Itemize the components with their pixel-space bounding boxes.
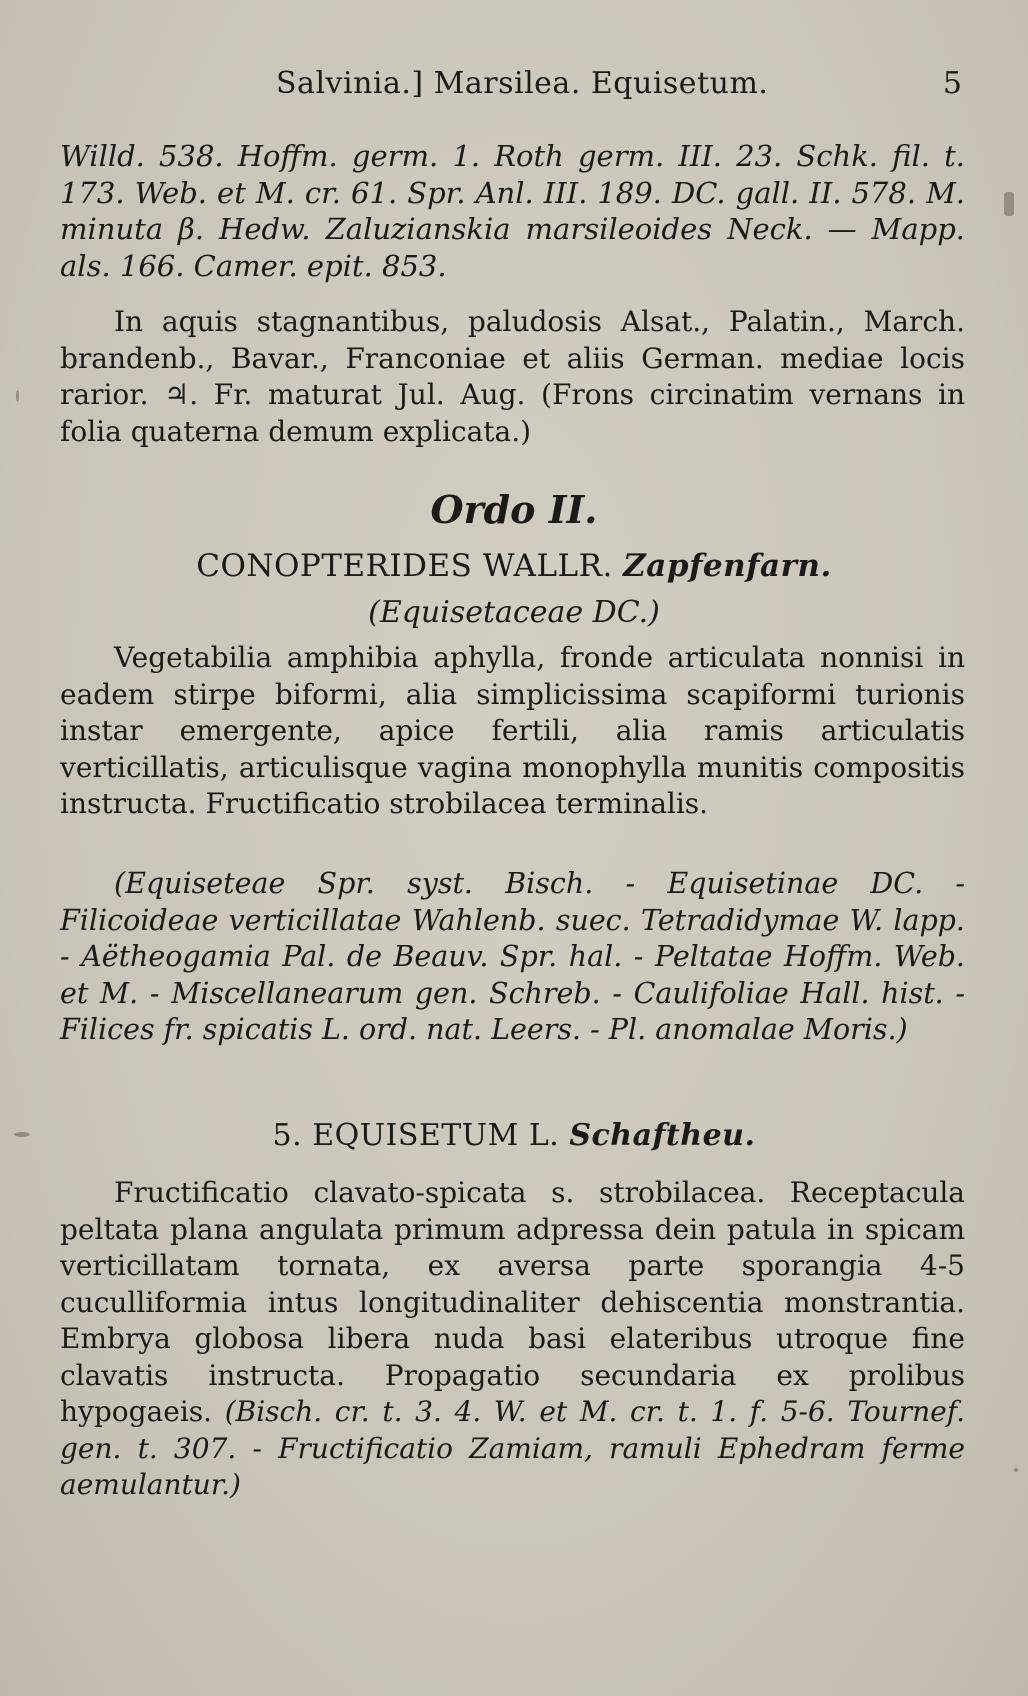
paper-speck xyxy=(16,390,19,402)
family-alt-name: (Equisetaceae DC.) xyxy=(368,595,660,630)
family-vernacular: Zapfenfarn. xyxy=(623,548,832,584)
genus-name: 5. EQUISETUM L. xyxy=(272,1118,560,1153)
ordo-heading: Ordo II. xyxy=(430,487,598,532)
family-heading xyxy=(0,548,1028,584)
paper-speck xyxy=(1004,192,1014,216)
family-synonyms: (Equiseteae Spr. syst. Bisch. - Equisetinae DC. - Filicoideae verticillatae Wahlenb. suec. Tetradidymae W. lapp. - Aëtheogamia Pal. de Beauv. Spr. hal. - Peltatae Hoffm. Web. et M. - Miscellanearum gen. Schreb. - Caulifoliae Hall. hist. - Filices fr. spicatis L. ord. nat. Leers. - Pl. anomalae Moris.) xyxy=(60,867,965,1046)
family-name: CONOPTERIDES WALLR. xyxy=(196,548,613,584)
fructification-text: Fructificatio clavato-spicata s. strobilacea. Receptacula peltata plana angulata primum adpressa dein patula in spicam verticillatam tornata, ex aversa parte sporangia 4-5 cuculliformia intus longitudinaliter dehiscentia monstrantia. Embrya globosa libera nuda basi elateribus utroque fine clavatis instructa. Propagatio secundaria ex prolibus hypogaeis. xyxy=(60,1176,965,1428)
bibliographic-references: Willd. 538. Hoffm. germ. 1. Roth germ. III. 23. Schk. fil. t. 173. Web. et M. cr. 61. Spr. Anl. III. 189. DC. gall. II. 578. M. minuta β. Hedw. Zaluzianskia marsileoides Neck. — Mapp. als. 166. Camer. epit. 853. xyxy=(60,139,965,283)
page-number: 5 xyxy=(942,66,962,101)
genus-heading xyxy=(0,1118,1028,1153)
genus-vernacular: Schaftheu. xyxy=(569,1118,756,1153)
family-description: Vegetabilia amphibia aphylla, fronde articulata nonnisi in eadem stirpe biformi, alia simplicissima scapiformi turionis instar emergente, apice fertili, alia ramis articulatis verticillatis, articulisque vagina monophylla munitis compositis instructa. Fructificatio strobilacea terminalis. xyxy=(60,641,965,820)
habitat-paragraph: In aquis stagnantibus, paludosis Alsat., Palatin., March. brandenb., Bavar., Franconiae et aliis German. mediae locis rarior. ♃. Fr. maturat Jul. Aug. (Frons circinatim vernans in folia quaterna demum explicata.) xyxy=(60,305,965,448)
running-head-title: Salvinia.] Marsilea. Equisetum. xyxy=(276,66,769,101)
running-head xyxy=(62,66,962,106)
paper-speck xyxy=(1014,1468,1018,1472)
paper-speck xyxy=(14,1132,30,1137)
fructification-references: (Bisch. cr. t. 3. 4. W. et M. cr. t. 1. f. 5-6. Tournef. gen. t. 307. - Fructificatio Zamiam, ramuli Ephedram ferme aemulantur.) xyxy=(60,1395,965,1501)
genus-description xyxy=(60,1175,965,1504)
